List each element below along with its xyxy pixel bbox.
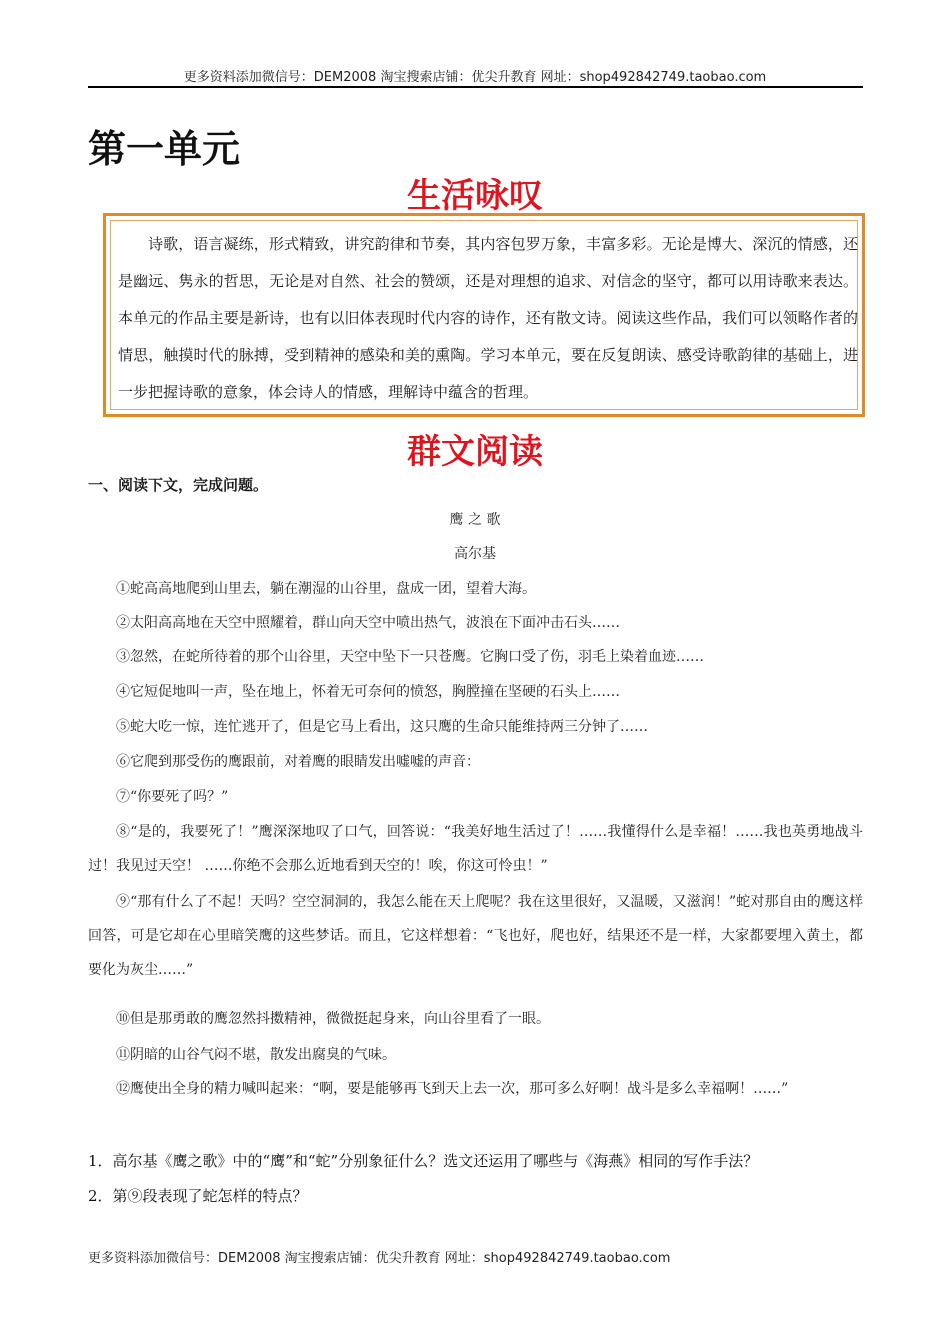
poem-paragraph: ⑫鹰使出全身的精力喊叫起来：“啊，要是能够再飞到天上去一次，那可多么好啊！战斗是多么幸福啊！……”	[116, 1081, 789, 1097]
theme-heading: 生活咏叹	[407, 176, 543, 216]
poem-paragraph: ③忽然，在蛇所待着的那个山谷里，天空中坠下一只苍鹰。它胸口受了伤，羽毛上染着血迹……	[116, 649, 704, 665]
question-item: 2．第⑨段表现了蛇怎样的特点？	[88, 1187, 308, 1205]
poem-paragraph: ⑤蛇大吃一惊，连忙逃开了，但是它马上看出，这只鹰的生命只能维持两三分钟了……	[116, 719, 648, 735]
page-header: 更多资料添加微信号：DEM2008 淘宝搜索店铺：优尖升教育 网址：shop492842749.taobao.com	[183, 70, 767, 85]
intro-text: 诗歌，语言凝练，形式精致，讲究韵律和节奏，其内容包罗万象，丰富多彩。无论是博大、深沉的情感，还是幽远、隽永的哲思，无论是对自然、社会的赞颂，还是对理想的追求、对信念的坚守，都可以用诗歌来表达。本单元的作品主要是新诗，也有以旧体表现时代内容的诗作，还有散文诗。阅读这些作品，我们可以领略作者的情思，触摸时代的脉搏，受到精神的感染和美的熏陶。学习本单元，要在反复朗读、感受诗歌韵律的基础上，进一步把握诗歌的意象，体会诗人的情感，理解诗中蕴含的哲理。	[118, 235, 858, 401]
unit-title: 第一单元	[88, 127, 241, 171]
poem-paragraph: ④它短促地叫一声，坠在地上，怀着无可奈何的愤怒，胸膛撞在坚硬的石头上……	[116, 684, 620, 700]
page-footer: 更多资料添加微信号：DEM2008 淘宝搜索店铺：优尖升教育 网址：shop492842749.taobao.com	[88, 1251, 671, 1266]
question-section-title: 一、阅读下文，完成问题。	[88, 476, 269, 494]
poem-paragraph: ①蛇高高地爬到山里去，躺在潮湿的山谷里，盘成一团，望着大海。	[116, 581, 536, 597]
poem-paragraph: ⑪阴暗的山谷气闷不堪，散发出腐臭的气味。	[116, 1047, 396, 1063]
poem-paragraph: ②太阳高高地在天空中照耀着，群山向天空中喷出热气，波浪在下面冲击石头……	[116, 615, 620, 631]
poem-paragraph: ⑥它爬到那受伤的鹰跟前，对着鹰的眼睛发出嘘嘘的声音：	[116, 754, 480, 770]
intro-box	[103, 213, 865, 417]
poem-paragraph: ⑦“你要死了吗？”	[116, 789, 229, 805]
poem-paragraph: ⑧“是的，我要死了！”鹰深深地叹了口气，回答说：“我美好地生活过了！……我懂得什么是幸福！……我也英勇地战斗过！我见过天空！ ……你绝不会那么近地看到天空的！唉，你这可怜虫！”	[88, 824, 863, 874]
poem-title: 鹰 之 歌	[449, 512, 501, 528]
header-rule	[88, 86, 863, 88]
group-reading-heading: 群文阅读	[407, 432, 543, 472]
poem-author: 高尔基	[454, 546, 496, 562]
poem-paragraph: ⑩但是那勇敢的鹰忽然抖擞精神，微微挺起身来，向山谷里看了一眼。	[116, 1011, 550, 1027]
poem-paragraph: ⑨“那有什么了不起！天吗？空空洞洞的，我怎么能在天上爬呢？我在这里很好，又温暖，又滋润！”蛇对那自由的鹰这样回答，可是它却在心里暗笑鹰的这些梦话。而且，它这样想着：“飞也好，爬也好，结果还不是一样，大家都要埋入黄土，都要化为灰尘……”	[88, 894, 863, 978]
question-item: 1．高尔基《鹰之歌》中的“鹰”和“蛇”分别象征什么？选文还运用了哪些与《海燕》相同的写作手法？	[88, 1152, 759, 1170]
